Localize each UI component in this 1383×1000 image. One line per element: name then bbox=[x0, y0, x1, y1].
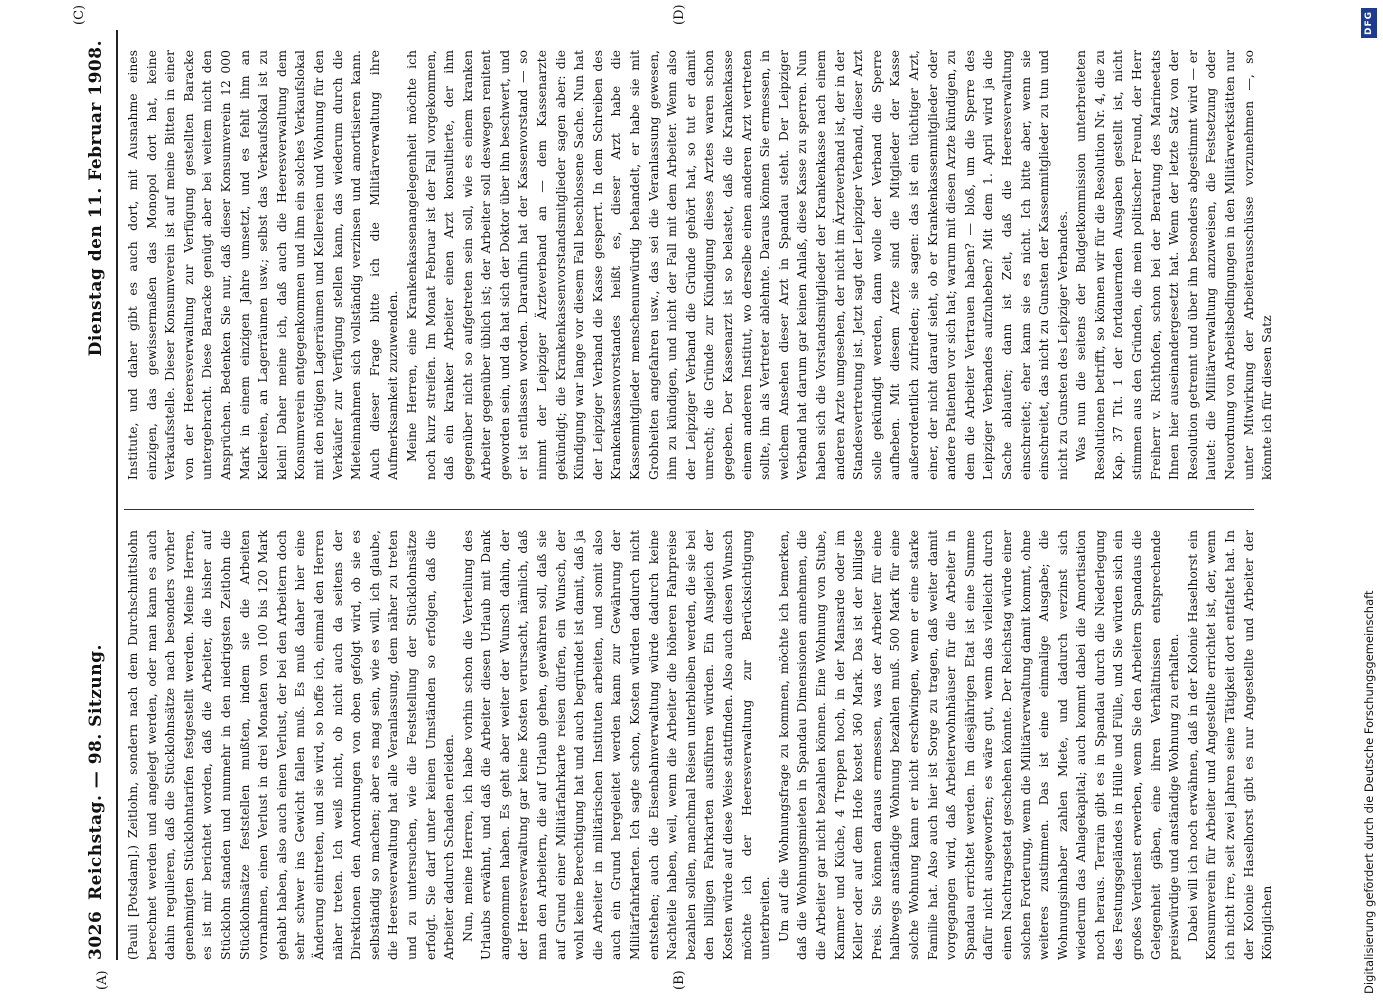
left-paragraph: (Pauli [Potsdam].) Zeitlohn, sondern nach dem Durchschnittslohn berechnet werden und angelegt werden, oder man kann es auch dahin regulieren, daß die Stücklohnsätze nach besonders vorher genehmigten Stücklohntarifen festgestellt werden. Meine Herren, es ist mir berichtet worden, daß die Arbeiter, die bisher auf Stücklohn standen und nunmehr in den niedrigsten Zeitlohn die Stücklohnsätze feststellen mußten, indem sie die Arbeiten vornahmen, einen Verlust in drei Monaten von 100 bis 120 Mark gehabt haben, also auch einen Verlust, der bei den Arbeitern doch sehr schwer ins Gewicht fallen muß. Es muß daher hier eine Änderung eintreten, und sie wird, so hoffe ich, einmal den Herren näher treten. Ich weiß nicht, ob nicht auch da seitens der Direktionen den Anordnungen von oben gefolgt wird, ob sie es selbständig so machen; aber es mag sein, wie es will, ich glaube, die Heeresverwaltung hat alle Veranlassung, dem näher zu treten und zu untersuchen, wie die Feststellung der Stücklohnsätze erfolgt. Sie darf unter keinen Umständen so erfolgen, daß die Arbeiter dadurch Schaden erleiden. bbox=[125, 530, 457, 960]
page-title: Reichstag. — 98. Sitzung. bbox=[86, 644, 106, 900]
left-paragraph: Nun, meine Herren, ich habe vorhin schon die Verteilung des Urlaubs erwähnt, und daß die Arbeiter diesen Urlaub mit Dank angenommen haben. Es geht aber weiter der Wunsch dahin, der der Heeresverwaltung gar keine Kosten verursacht, nämlich, daß man den Arbeitern, die auf Urlaub gehen, gewähren soll, daß sie auf Grund einer Militärfahrkarte reisen dürfen, ein Wunsch, der wohl keine Berechtigung hat und auch begründet ist damit, daß ja die Arbeiter in militärischen Instituten arbeiten, und somit also auch ein Grund hergeleitet werden kann zur Gewährung der Militärfahrkarten. Ich sagte schon, Kosten würden dadurch nicht entstehen; auch die Eisenbahnverwaltung würde dadurch keine Nachteile haben, weil, wenn die Arbeiter die höheren Fahrpreise bezahlen sollen, manchmal Reisen unterbleiben werden, die sie bei den billigen Fahrkarten ausführen würden. Ein Ausgleich der Kosten würde auf diese Weise stattfinden. Also auch diesen Wunsch möchte ich der Heeresverwaltung zur Berücksichtigung unterbreiten. bbox=[459, 530, 773, 960]
margin-mark-a: (A) bbox=[95, 970, 110, 990]
margin-mark-d: (D) bbox=[672, 4, 687, 25]
margin-mark-c: (C) bbox=[72, 4, 87, 25]
funding-footer bbox=[1358, 0, 1380, 1000]
right-text-column bbox=[124, 50, 1324, 480]
funding-note: Digitalisierung gefördert durch die Deutsche Forschungsgemeinschaft bbox=[1362, 590, 1376, 994]
left-paragraph: Dabei will ich noch erwähnen, daß in der Kolonie Haselhorst ein Konsumverein für Arbeiter und Angestellte errichtet ist, der, wenn ich nicht irre, seit zwei Jahren seine Tätigkeit dort entfaltet hat. In der Kolonie Haselhorst gibt es nur Angestellte und Arbeiter der Königlichen bbox=[1184, 530, 1275, 960]
right-paragraph: Institute, und daher gibt es auch dort, mit Ausnahme eines einzigen, das gewissermaßen das Monopol dort hat, keine Verkaufsstelle. Dieser Konsumverein ist auf meine Bitten in einer von der Heeresverwaltung zur Verfügung gestellten Baracke untergebracht. Diese Baracke genügt aber bei weitem nicht den Ansprüchen. Bedenken Sie nur, daß dieser Konsumverein 12 000 Mark in einem einzigen Jahre umsetzt, und es fehlt ihm an Kellereien, an Lagerräumen usw.; selbst das Verkaufslokal ist zu klein! Daher meine ich, daß auch die Heeresverwaltung dem Konsumverein entgegenkommen und ihm ein solches Verkaufslokal mit den nötigen Lagerräumen und Kellereien und Wohnung für den Verkäufer zur Verfügung stellen kann, das wiederum durch die Mieteinnahmen sich vollständig verzinsen und amortisieren kann. Auch dieser Frage bitte ich die Militärverwaltung ihre Aufmerksamkeit zuzuwenden. bbox=[125, 50, 401, 480]
right-paragraph: Was nun die seitens der Budgetkommission unterbreiteten Resolutionen betrifft, so können wir für die Resolution Nr. 4, die zu Kap. 37 Tit. 1 der fortdauernden Ausgaben gestellt ist, nicht stimmen aus den Gründen, die mein politischer Freund, der Herr Freiherr v. Richthofen, schon bei der Beratung des Marineetats Ihnen hier auseinandergesetzt hat. Wenn der letzte Satz von der Resolution getrennt und über ihn besonders abgestimmt wird — er lautet: die Militärverwaltung anzuweisen, die Festsetzung oder Neuordnung von Arbeitsbedingungen in den Militärwerkstätten nur unter Mitwirkung der Arbeiterausschüsse vorzunehmen —, so könnte ich für diesen Satz bbox=[1073, 50, 1275, 480]
page-header bbox=[80, 40, 112, 960]
left-text-column bbox=[124, 530, 1324, 960]
column-divider bbox=[124, 509, 1254, 510]
page-date: Dienstag den 11. Februar 1908. bbox=[86, 40, 106, 357]
left-paragraph: Um auf die Wohnungsfrage zu kommen, möchte ich bemerken, daß die Wohnungsmieten in Spandau Dimensionen annehmen, die die Arbeiter gar nicht bezahlen können. Eine Wohnung von Stube, Kammer und Küche, 4 Treppen hoch, in der Mansarde oder im Keller oder auf dem Hofe kostet 360 Mark. Das ist der billigste Preis. Sie können daraus ermessen, was der Arbeiter für eine halbwegs anständige Wohnung bezahlen muß. 500 Mark für eine solche Wohnung kann er nicht erschwingen, wenn er eine starke Familie hat. Also auch hier ist Sorge zu tragen, daß weiter damit vorgegangen wird, daß Arbeiterwohnhäuser für die Arbeiter in Spandau errichtet werden. Im diesjährigen Etat ist eine Summe dafür nicht ausgeworfen; es wäre gut, wenn das vielleicht durch einen Nachtragsetat geschehen könnte. Der Reichstag würde einer solchen Forderung, wenn die Militärverwaltung damit kommt, ohne weiteres zustimmen. Das ist eine einmalige Ausgabe; die Wohnungsinhaber zahlen Miete, und dadurch verzinst sich wiederum das Anlagekapital; auch kommt dabei die Amortisation noch heraus. Terrain gibt es in Spandau durch die Niederlegung des Festungsgeländes in Hülle und Fülle, und Sie würden sich ein großes Verdienst erwerben, wenn Sie den Arbeitern Spandaus die Gelegenheit gäben, eine ihren Verhältnissen entsprechende preiswürdige und anständige Wohnung zu erhalten. bbox=[775, 530, 1182, 960]
header-rule bbox=[116, 30, 118, 960]
right-paragraph: Meine Herren, eine Krankenkassenangelegenheit möchte ich noch kurz streifen. Im Monat Februar ist der Fall vorgekommen, daß ein kranker Arbeiter einen Arzt konsultierte, der ihm gegenüber nicht so aufgetreten sein soll, wie es einem kranken Arbeiter gegenüber üblich ist; der Arbeiter soll deswegen renitent geworden sein, und da hat sich der Doktor über ihn beschwert, und er ist entlassen worden. Daraufhin hat der Kassenvorstand — so nimmt der Leipziger Ärzteverband an — dem Kassenarzte gekündigt; die Krankenkassenvorstandsmitglieder sagen aber: die Kündigung war lange vor diesem Fall beschlossene Sache. Nun hat der Leipziger Verband die Kasse gesperrt. In dem Schreiben des Krankenkassenvorstandes heißt es, dieser Arzt habe die Kassenmitglieder menschenunwürdig behandelt, er habe sie mit Grobheiten angefahren usw., das sei die Veranlassung gewesen, ihm zu kündigen, und nicht der Fall mit dem Arbeiter. Wenn also der Leipziger Verband die Gründe gehört hat, so tut er damit unrecht; die Gründe zur Kündigung dieses Arztes waren schon gegeben. Der Kassenarzt ist so belastet, daß die Krankenkasse einem anderen Institut, wo derselbe einen anderen Arzt vertreten sollte, ihn als Vertreter ablehnte. Daraus können Sie ermessen, in welchem Ansehen dieser Arzt in Spandau steht. Der Leipziger Verband hat darum gar keinen Anlaß, diese Kasse zu sperren. Nun haben sich die Vorstandsmitglieder der Krankenkasse nach einem anderen Arzte umgesehen, der nicht im Ärzteverband ist, der in der Standesvertretung ist. Jetzt sagt der Leipziger Verband, dieser Arzt solle gekündigt werden, dann wolle der Verband die Sperre aufheben. Mit diesem Arzte sind die Mitglieder der Kasse außerordentlich zufrieden; sie sagen: das ist ein tüchtiger Arzt, einer, der nicht darauf sieht, ob er Krankenkassenmitglieder oder andere Patienten vor sich hat; warum mit diesen Arzte kündigen, zu dem die Arbeiter Vertrauen haben? — bloß, um die Sperre des Leipziger Verbandes aufzuheben? Mit dem 1. April wird ja die Sache ablaufen; dann ist Zeit, daß die Heeresverwaltung einschreitet; eher kann sie es nicht. Ich bitte aber, wenn sie einschreitet, das nicht zu Gunsten der Kassenmitglieder zu tun und nicht zu Gunsten des Leipziger Verbandes. bbox=[403, 50, 1070, 480]
margin-mark-b: (B) bbox=[672, 970, 687, 990]
page-number: 3026 bbox=[86, 910, 106, 960]
dfg-logo: DFG bbox=[1361, 8, 1377, 38]
